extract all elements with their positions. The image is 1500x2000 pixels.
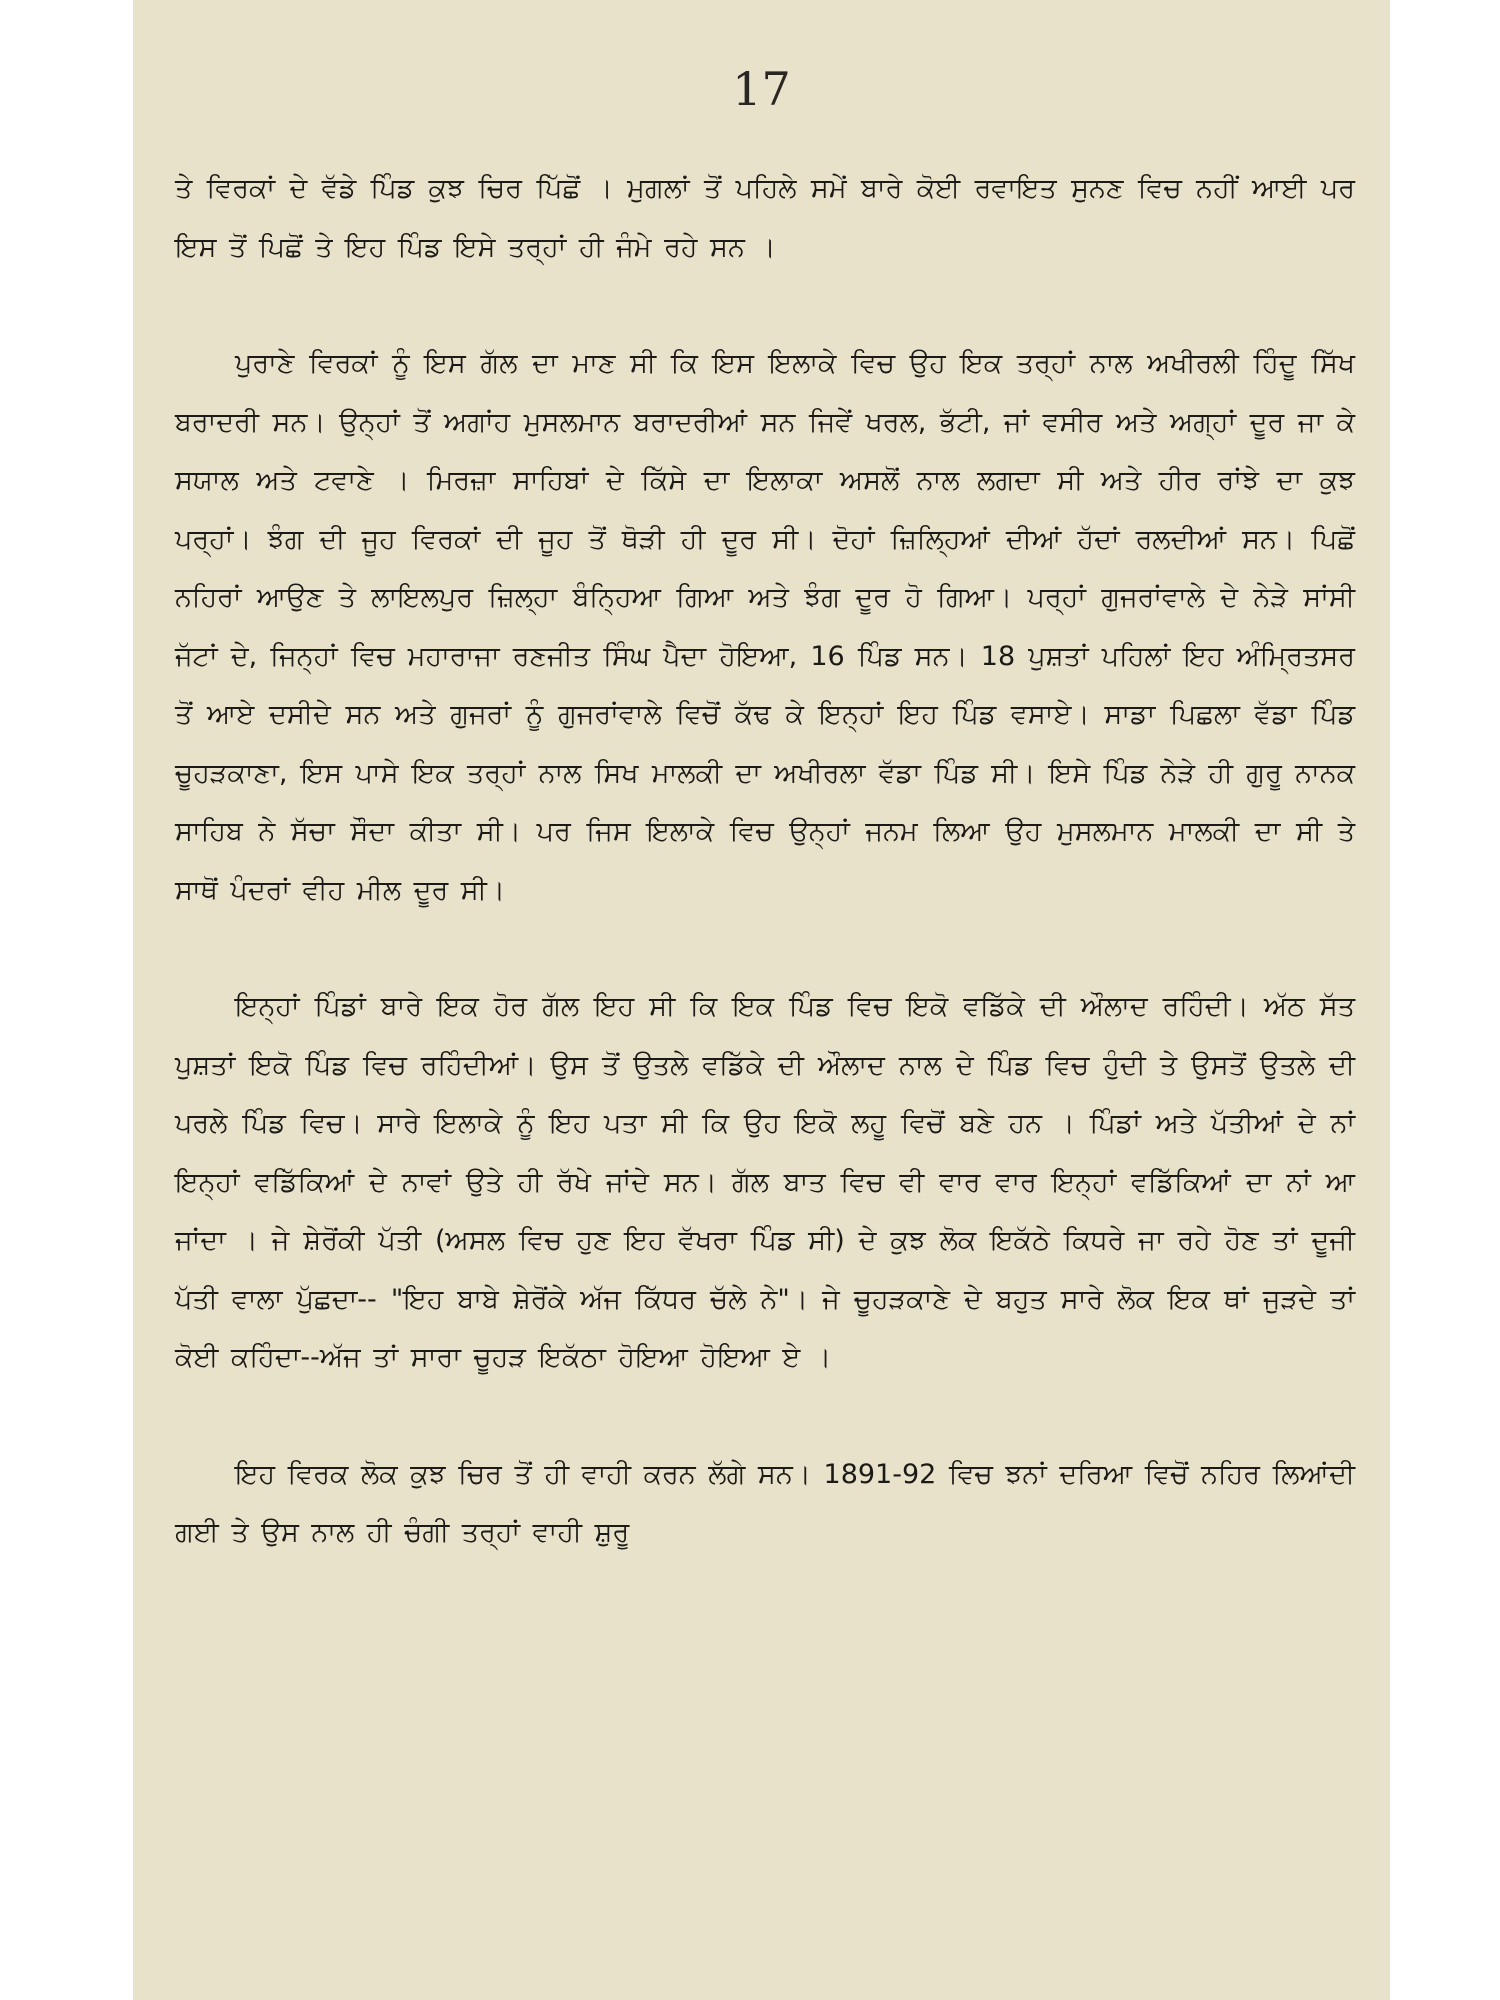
paragraph-3: ਇਨ੍ਹਾਂ ਪਿੰਡਾਂ ਬਾਰੇ ਇਕ ਹੋਰ ਗੱਲ ਇਹ ਸੀ ਕਿ ਇਕ ਪਿੰਡ ਵਿਚ ਇਕੋ ਵਡਿੱਕੇ ਦੀ ਔਲਾਦ ਰਹਿੰਦੀ। ਅੱਠ ਸੱਤ ਪੁਸ਼ਤਾਂ ਇਕੋ ਪਿੰਡ ਵਿਚ ਰਹਿੰਦੀਆਂ। ਉਸ ਤੋਂ ਉਤਲੇ ਵਡਿੱਕੇ ਦੀ ਔਲਾਦ ਨਾਲ ਦੇ ਪਿੰਡ ਵਿਚ ਹੁੰਦੀ ਤੇ ਉਸਤੋਂ ਉਤਲੇ ਦੀ ਪਰਲੇ ਪਿੰਡ ਵਿਚ। ਸਾਰੇ ਇਲਾਕੇ ਨੂੰ ਇਹ ਪਤਾ ਸੀ ਕਿ ਉਹ ਇਕੋ ਲਹੂ ਵਿਚੋਂ ਬਣੇ ਹਨ । ਪਿੰਡਾਂ ਅਤੇ ਪੱਤੀਆਂ ਦੇ ਨਾਂ ਇਨ੍ਹਾਂ ਵਡਿੱਕਿਆਂ ਦੇ ਨਾਵਾਂ ਉਤੇ ਹੀ ਰੱਖੇ ਜਾਂਦੇ ਸਨ। ਗੱਲ ਬਾਤ ਵਿਚ ਵੀ ਵਾਰ ਵਾਰ ਇਨ੍ਹਾਂ ਵਡਿੱਕਿਆਂ ਦਾ ਨਾਂ ਆ ਜਾਂਦਾ । ਜੇ ਸ਼ੇਰੋਂਕੀ ਪੱਤੀ (ਅਸਲ ਵਿਚ ਹੁਣ ਇਹ ਵੱਖਰਾ ਪਿੰਡ ਸੀ) ਦੇ ਕੁਝ ਲੋਕ ਇਕੱਠੇ ਕਿਧਰੇ ਜਾ ਰਹੇ ਹੋਣ ਤਾਂ ਦੂਜੀ ਪੱਤੀ ਵਾਲਾ ਪੁੱਛਦਾ-- "ਇਹ ਬਾਬੇ ਸ਼ੇਰੋਂਕੇ ਅੱਜ ਕਿੱਧਰ ਚੱਲੇ ਨੇ"। ਜੇ ਚੂਹੜਕਾਣੇ ਦੇ ਬਹੁਤ ਸਾਰੇ ਲੋਕ ਇਕ ਥਾਂ ਜੁੜਦੇ ਤਾਂ ਕੋਈ ਕਹਿੰਦਾ--ਅੱਜ ਤਾਂ ਸਾਰਾ ਚੂਹੜ ਇਕੱਠਾ ਹੋਇਆ ਹੋਇਆ ਏ । — [175, 991, 1355, 1373]
paragraph-gap — [175, 1388, 1355, 1446]
page-body — [175, 160, 1355, 1563]
paragraph-gap — [175, 277, 1355, 335]
paragraph-4: ਇਹ ਵਿਰਕ ਲੋਕ ਕੁਝ ਚਿਰ ਤੋਂ ਹੀ ਵਾਹੀ ਕਰਨ ਲੱਗੇ ਸਨ। 1891-92 ਵਿਚ ਝਨਾਂ ਦਰਿਆ ਵਿਚੋਂ ਨਹਿਰ ਲਿਆਂਦੀ ਗਈ ਤੇ ਉਸ ਨਾਲ ਹੀ ਚੰਗੀ ਤਰ੍ਹਾਂ ਵਾਹੀ ਸ਼ੁਰੂ — [175, 1458, 1355, 1548]
paragraph-1: ਤੇ ਵਿਰਕਾਂ ਦੇ ਵੱਡੇ ਪਿੰਡ ਕੁਝ ਚਿਰ ਪਿੱਛੋਂ । ਮੁਗਲਾਂ ਤੋਂ ਪਹਿਲੇ ਸਮੇਂ ਬਾਰੇ ਕੋਈ ਰਵਾਇਤ ਸੁਨਣ ਵਿਚ ਨਹੀਂ ਆਈ ਪਰ ਇਸ ਤੋਂ ਪਿਛੋਂ ਤੇ ਇਹ ਪਿੰਡ ਇਸੇ ਤਰ੍ਹਾਂ ਹੀ ਜੰਮੇ ਰਹੇ ਸਨ । — [175, 173, 1355, 263]
paragraph-2: ਪੁਰਾਣੇ ਵਿਰਕਾਂ ਨੂੰ ਇਸ ਗੱਲ ਦਾ ਮਾਣ ਸੀ ਕਿ ਇਸ ਇਲਾਕੇ ਵਿਚ ਉਹ ਇਕ ਤਰ੍ਹਾਂ ਨਾਲ ਅਖੀਰਲੀ ਹਿੰਦੂ ਸਿੱਖ ਬਰਾਦਰੀ ਸਨ। ਉਨ੍ਹਾਂ ਤੋਂ ਅਗਾਂਹ ਮੁਸਲਮਾਨ ਬਰਾਦਰੀਆਂ ਸਨ ਜਿਵੇਂ ਖਰਲ, ਭੱਟੀ, ਜਾਂ ਵਸੀਰ ਅਤੇ ਅਗ੍ਹਾਂ ਦੂਰ ਜਾ ਕੇ ਸਯਾਲ ਅਤੇ ਟਵਾਣੇ । ਮਿਰਜ਼ਾ ਸਾਹਿਬਾਂ ਦੇ ਕਿੱਸੇ ਦਾ ਇਲਾਕਾ ਅਸਲੋਂ ਨਾਲ ਲਗਦਾ ਸੀ ਅਤੇ ਹੀਰ ਰਾਂਝੇ ਦਾ ਕੁਝ ਪਰ੍ਹਾਂ। ਝੰਗ ਦੀ ਜੂਹ ਵਿਰਕਾਂ ਦੀ ਜੂਹ ਤੋਂ ਥੋੜੀ ਹੀ ਦੂਰ ਸੀ। ਦੋਹਾਂ ਜ਼ਿਲ੍ਹਿਆਂ ਦੀਆਂ ਹੱਦਾਂ ਰਲਦੀਆਂ ਸਨ। ਪਿਛੋਂ ਨਹਿਰਾਂ ਆਉਣ ਤੇ ਲਾਇਲਪੁਰ ਜ਼ਿਲ੍ਹਾ ਬੰਨ੍ਹਿਆ ਗਿਆ ਅਤੇ ਝੰਗ ਦੂਰ ਹੋ ਗਿਆ। ਪਰ੍ਹਾਂ ਗੁਜਰਾਂਵਾਲੇ ਦੇ ਨੇੜੇ ਸਾਂਸੀ ਜੱਟਾਂ ਦੇ, ਜਿਨ੍ਹਾਂ ਵਿਚ ਮਹਾਰਾਜਾ ਰਣਜੀਤ ਸਿੰਘ ਪੈਦਾ ਹੋਇਆ, 16 ਪਿੰਡ ਸਨ। 18 ਪੁਸ਼ਤਾਂ ਪਹਿਲਾਂ ਇਹ ਅੰਮ੍ਰਿਤਸਰ ਤੋਂ ਆਏ ਦਸੀਦੇ ਸਨ ਅਤੇ ਗੁਜਰਾਂ ਨੂੰ ਗੁਜਰਾਂਵਾਲੇ ਵਿਚੋਂ ਕੱਢ ਕੇ ਇਨ੍ਹਾਂ ਇਹ ਪਿੰਡ ਵਸਾਏ। ਸਾਡਾ ਪਿਛਲਾ ਵੱਡਾ ਪਿੰਡ ਚੂਹੜਕਾਣਾ, ਇਸ ਪਾਸੇ ਇਕ ਤਰ੍ਹਾਂ ਨਾਲ ਸਿਖ ਮਾਲਕੀ ਦਾ ਅਖੀਰਲਾ ਵੱਡਾ ਪਿੰਡ ਸੀ। ਇਸੇ ਪਿੰਡ ਨੇੜੇ ਹੀ ਗੁਰੂ ਨਾਨਕ ਸਾਹਿਬ ਨੇ ਸੱਚਾ ਸੌਦਾ ਕੀਤਾ ਸੀ। ਪਰ ਜਿਸ ਇਲਾਕੇ ਵਿਚ ਉਨ੍ਹਾਂ ਜਨਮ ਲਿਆ ਉਹ ਮੁਸਲਮਾਨ ਮਾਲਕੀ ਦਾ ਸੀ ਤੇ ਸਾਥੋਂ ਪੰਦਰਾਂ ਵੀਹ ਮੀਲ ਦੂਰ ਸੀ। — [175, 348, 1355, 906]
book-page — [133, 0, 1390, 2000]
page-number: 17 — [732, 62, 791, 116]
paragraph-gap — [175, 920, 1355, 978]
